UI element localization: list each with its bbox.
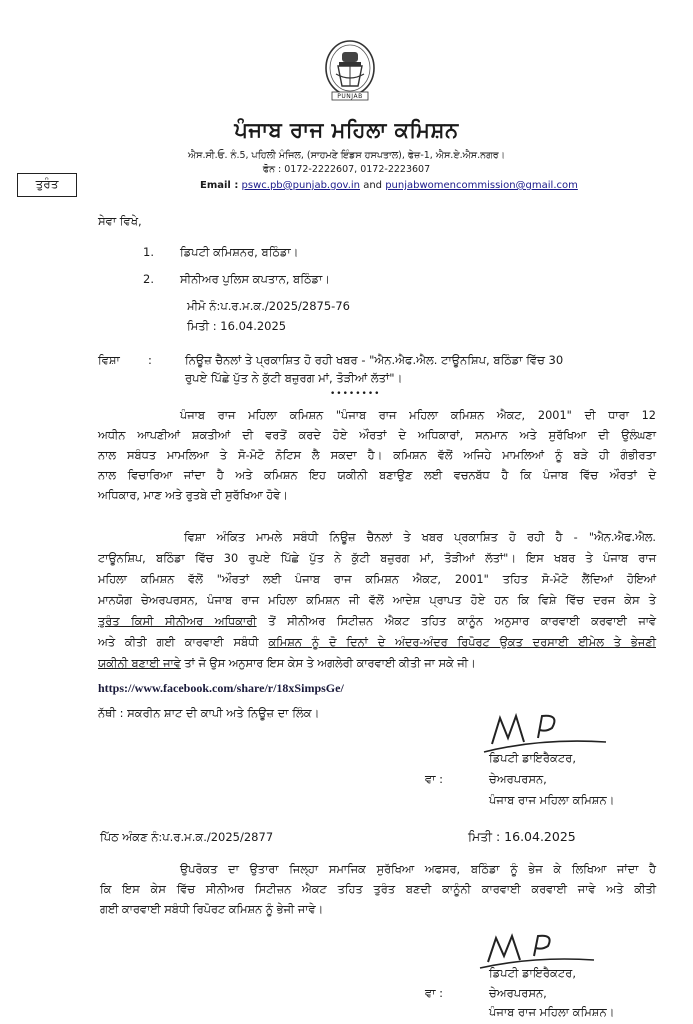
signature-2-title: ਡਿਪਟੀ ਡਾਇਰੈਕਟਰ,: [489, 966, 576, 980]
email-link-secondary[interactable]: punjabwomencommission@gmail.com: [385, 180, 578, 191]
urgent-badge: ਤੁਰੰਤ: [17, 173, 77, 197]
signature-1-org: ਪੰਜਾਬ ਰਾਜ ਮਹਿਲਾ ਕਮਿਸ਼ਨ।: [489, 793, 615, 807]
signature-1-title: ਡਿਪਟੀ ਡਾਇਰੈਕਟਰ,: [489, 751, 576, 765]
organization-name: ਪੰਜਾਬ ਰਾਜ ਮਹਿਲਾ ਕਮਿਸ਼ਨ: [234, 118, 459, 142]
paragraph-line: [98, 653, 656, 674]
recipient-text: ਸੀਨੀਅਰ ਪੁਲਿਸ ਕਪਤਾਨ, ਬਠਿੰਡਾ।: [180, 272, 331, 286]
email-label: Email :: [200, 180, 239, 191]
paragraph-forwarding: [100, 860, 656, 920]
memo-date: ਮਿਤੀ : 16.04.2025: [187, 319, 287, 333]
paragraph-line: ਮਾਨਯੋਗ ਚੇਅਰਪਰਸਨ, ਪੰਜਾਬ ਰਾਜ ਮਹਿਲਾ ਕਮਿਸ਼ਨ ਜੀ ਵੱਲੋਂ ਆਦੇਸ਼ ਪ੍ਰਾਪਤ ਹੋਏ ਹਨ ਕਿ ਵਿਸ਼ੇ ਵਿੱਚ ਦਰਜ ਕੇਸ ਤੇ: [98, 594, 656, 607]
paragraph-line: ਟਾਊਨਸ਼ਿਪ, ਬਠਿੰਡਾ ਵਿੱਚ 30 ਰੁਪਏ ਪਿੱਛੇ ਪੁੱਤ ਨੇ ਕੁੱਟੀ ਬਜ਼ੁਰਗ ਮਾਂ, ਤੋੜੀਆਂ ਲੱਤਾਂ"। ਇਸ ਖਬਰ ਤੇ ਪੰਜਾਬ ਰਾਜ: [98, 552, 656, 565]
memo-number: ਮੀਮੋ ਨੰ:ਪ.ਰ.ਮ.ਕ./2025/2875-76: [187, 299, 350, 313]
email-link-primary[interactable]: pswc.pb@punjab.gov.in: [241, 180, 360, 191]
email-conjunction: and: [363, 180, 383, 191]
organization-phone: ਫੋਨ : 0172-2222607, 0172-2223607: [262, 164, 431, 175]
endorsement-date: ਮਿਤੀ : 16.04.2025: [468, 829, 576, 844]
paragraph-line: [98, 611, 656, 632]
facebook-link[interactable]: https://www.facebook.com/share/r/18xSimpsGe/: [98, 681, 344, 695]
endorsement-number: ਪਿੱਠ ਅੰਕਣ ਨੰ:ਪ.ਰ.ਮ.ਕ./2025/2877: [100, 830, 274, 844]
underlined-phrase: ਤੁਰੰਤ ਕਿਸੀ ਸੀਨੀਅਰ ਅਧਿਕਾਰੀ: [98, 615, 257, 628]
subject-line-1: ਨਿਊਜ਼ ਚੈਨਲਾਂ ਤੇ ਪ੍ਰਕਾਸ਼ਿਤ ਹੋ ਰਹੀ ਖਬਰ - "ਐਨ.ਐਫ.ਐਲ. ਟਾਊਨਸ਼ਿਪ, ਬਠਿੰਡਾ ਵਿੱਚ 30: [185, 353, 564, 367]
signature-2-for-label: ਵਾ :: [425, 986, 444, 1000]
signature-1: [480, 708, 610, 754]
paragraph-line: ਅਧੀਨ ਆਪਣੀਆਂ ਸ਼ਕਤੀਆਂ ਦੀ ਵਰਤੋਂ ਕਰਦੇ ਹੋਏ ਔਰਤਾਂ ਦੇ ਅਧਿਕਾਰਾਂ, ਸਨਮਾਨ ਅਤੇ ਸੁਰੱਖਿਆ ਦੀ ਉਲੰਘਣਾ: [98, 429, 656, 442]
recipient-text: ਡਿਪਟੀ ਕਮਿਸ਼ਨਰ, ਬਠਿੰਡਾ।: [180, 245, 299, 259]
organization-address: ਐਸ.ਸੀ.ਓ. ਨੰ.5, ਪਹਿਲੀ ਮੰਜਿਲ, (ਸਾਹਮਣੇ ਇੰਡਸ ਹਸਪਤਾਲ), ਫੇਜ਼-1, ਐਸ.ਏ.ਐਸ.ਨਗਰ।: [187, 150, 505, 161]
signature-1-chair: ਚੇਅਰਪਰਸਨ,: [489, 772, 547, 786]
email-line: [200, 180, 578, 191]
paragraph-directive: [98, 527, 656, 674]
line-text: ਅਤੇ ਕੀਤੀ ਗਈ ਕਾਰਵਾਈ ਸਬੰਧੀ: [98, 636, 269, 649]
signature-1-for-label: ਵਾ :: [425, 772, 444, 786]
line-text: ਤਾਂ ਜੋ ਉਸ ਅਨੁਸਾਰ ਇਸ ਕੇਸ ਤੇ ਅਗਲੇਰੀ ਕਾਰਵਾਈ ਕੀਤੀ ਜਾ ਸਕੇ ਜੀ।: [180, 657, 476, 670]
paragraph-line: ਵਿਸ਼ਾ ਅੰਕਿਤ ਮਾਮਲੇ ਸਬੰਧੀ ਨਿਊਜ਼ ਚੈਨਲਾਂ ਤੇ ਖਬਰ ਪ੍ਰਕਾਸ਼ਿਤ ਹੋ ਰਹੀ ਹੈ - "ਐਨ.ਐਫ.ਐਲ.: [184, 531, 656, 544]
paragraph-line: ਕਿ ਇਸ ਕੇਸ ਵਿੱਚ ਸੀਨੀਅਰ ਸਿਟੀਜ਼ਨ ਐਕਟ ਤਹਿਤ ਤੁਰੰਤ ਬਣਦੀ ਕਾਨੂੰਨੀ ਕਾਰਵਾਈ ਕਰਵਾਈ ਜਾਵੇ ਅਤੇ ਕੀਤੀ: [100, 883, 656, 896]
signature-2-org: ਪੰਜਾਬ ਰਾਜ ਮਹਿਲਾ ਕਮਿਸ਼ਨ।: [489, 1005, 615, 1019]
recipient-number: 1.: [143, 245, 154, 259]
state-emblem-icon: [318, 38, 382, 118]
emblem-caption: PUNJAB: [337, 93, 363, 100]
paragraph-line: ਨਾਲ ਵਿਚਾਰਿਆ ਜਾਂਦਾ ਹੈ ਅਤੇ ਕਮਿਸ਼ਨ ਇਹ ਯਕੀਨੀ ਬਣਾਉਣ ਲਈ ਵਚਨਬੱਧ ਹੈ ਕਿ ਪੰਜਾਬ ਵਿੱਚ ਔਰਤਾਂ ਦੇ: [98, 469, 656, 482]
underlined-phrase: ਯਕੀਨੀ ਬਣਾਈ ਜਾਵੇ: [98, 657, 181, 670]
salutation: ਸੇਵਾ ਵਿਖੇ,: [98, 214, 142, 228]
paragraph-line: ਨਾਲ ਸਬੰਧਤ ਮਾਮਲਿਆ ਤੇ ਸੋ-ਮੋਟੋ ਨੋਟਿਸ ਲੈ ਸਕਦਾ ਹੈ। ਕਮਿਸ਼ਨ ਵੱਲੋਂ ਅਜਿਹੇ ਮਾਮਲਿਆਂ ਨੂੰ ਬੜੇ ਹੀ ਗੰਭੀਰਤਾ: [98, 449, 656, 462]
subject-separator: ••••••••: [330, 389, 381, 399]
paragraph-line: ਅਧਿਕਾਰ, ਮਾਣ ਅਤੇ ਰੁਤਬੇ ਦੀ ਸੁਰੱਖਿਆ ਹੋਵੇ।: [98, 489, 288, 502]
line-text: ਤੋਂ ਸੀਨੀਅਰ ਸਿਟੀਜ਼ਨ ਐਕਟ ਤਹਿਤ ਕਾਨੂੰਨ ਅਨੁਸਾਰ ਕਾਰਵਾਈ ਕਰਵਾਈ ਜਾਵੇ: [256, 615, 656, 628]
signature-2-chair: ਚੇਅਰਪਰਸਨ,: [489, 986, 547, 1000]
paragraph-line: [98, 632, 656, 653]
subject-line-2: ਰੁਪਏ ਪਿੱਛੇ ਪੁੱਤ ਨੇ ਕੁੱਟੀ ਬਜ਼ੁਰਗ ਮਾਂ, ਤੋੜੀਆਂ ਲੱਤਾਂ"।: [185, 371, 403, 385]
paragraph-line: ਮਹਿਲਾ ਕਮਿਸ਼ਨ ਵੱਲੋਂ "ਔਰਤਾਂ ਲਈ ਪੰਜਾਬ ਰਾਜ ਕਮਿਸ਼ਨ ਐਕਟ, 2001" ਤਹਿਤ ਸੋ-ਮੋਟੋ ਲੈਂਦਿਆਂ ਹੋਇਆਂ: [98, 573, 656, 586]
paragraph-intro: [98, 406, 656, 506]
recipient-number: 2.: [143, 272, 154, 286]
attachment-note: ਨੱਥੀ : ਸਕਰੀਨ ਸ਼ਾਟ ਦੀ ਕਾਪੀ ਅਤੇ ਨਿਊਜ਼ ਦਾ ਲਿੰਕ।: [98, 706, 320, 720]
paragraph-line: ਪੰਜਾਬ ਰਾਜ ਮਹਿਲਾ ਕਮਿਸ਼ਨ "ਪੰਜਾਬ ਰਾਜ ਮਹਿਲਾ ਕਮਿਸ਼ਨ ਐਕਟ, 2001" ਦੀ ਧਾਰਾ 12: [180, 409, 656, 422]
subject-colon: :: [148, 353, 152, 367]
paragraph-line: ਉਪਰੋਕਤ ਦਾ ਉਤਾਰਾ ਜਿਲ੍ਹਾ ਸਮਾਜਿਕ ਸੁਰੱਖਿਆ ਅਫਸਰ, ਬਠਿੰਡਾ ਨੂੰ ਭੇਜ ਕੇ ਲਿਖਿਆ ਜਾਂਦਾ ਹੈ: [180, 863, 656, 876]
subject-label: ਵਿਸ਼ਾ: [98, 353, 120, 367]
underlined-phrase: ਕਮਿਸ਼ਨ ਨੂੰ ਦੋ ਦਿਨਾਂ ਦੇ ਅੰਦਰ-ਅੰਦਰ ਰਿਪੋਰਟ ਉਕਤ ਦਰਸਾਈ ਈਮੇਲ ਤੇ ਭੇਜਣੀ: [268, 636, 656, 649]
paragraph-line: ਗਈ ਕਾਰਵਾਈ ਸਬੰਧੀ ਰਿਪੋਰਟ ਕਮਿਸ਼ਨ ਨੂੰ ਭੇਜੀ ਜਾਵੇ।: [100, 903, 324, 916]
